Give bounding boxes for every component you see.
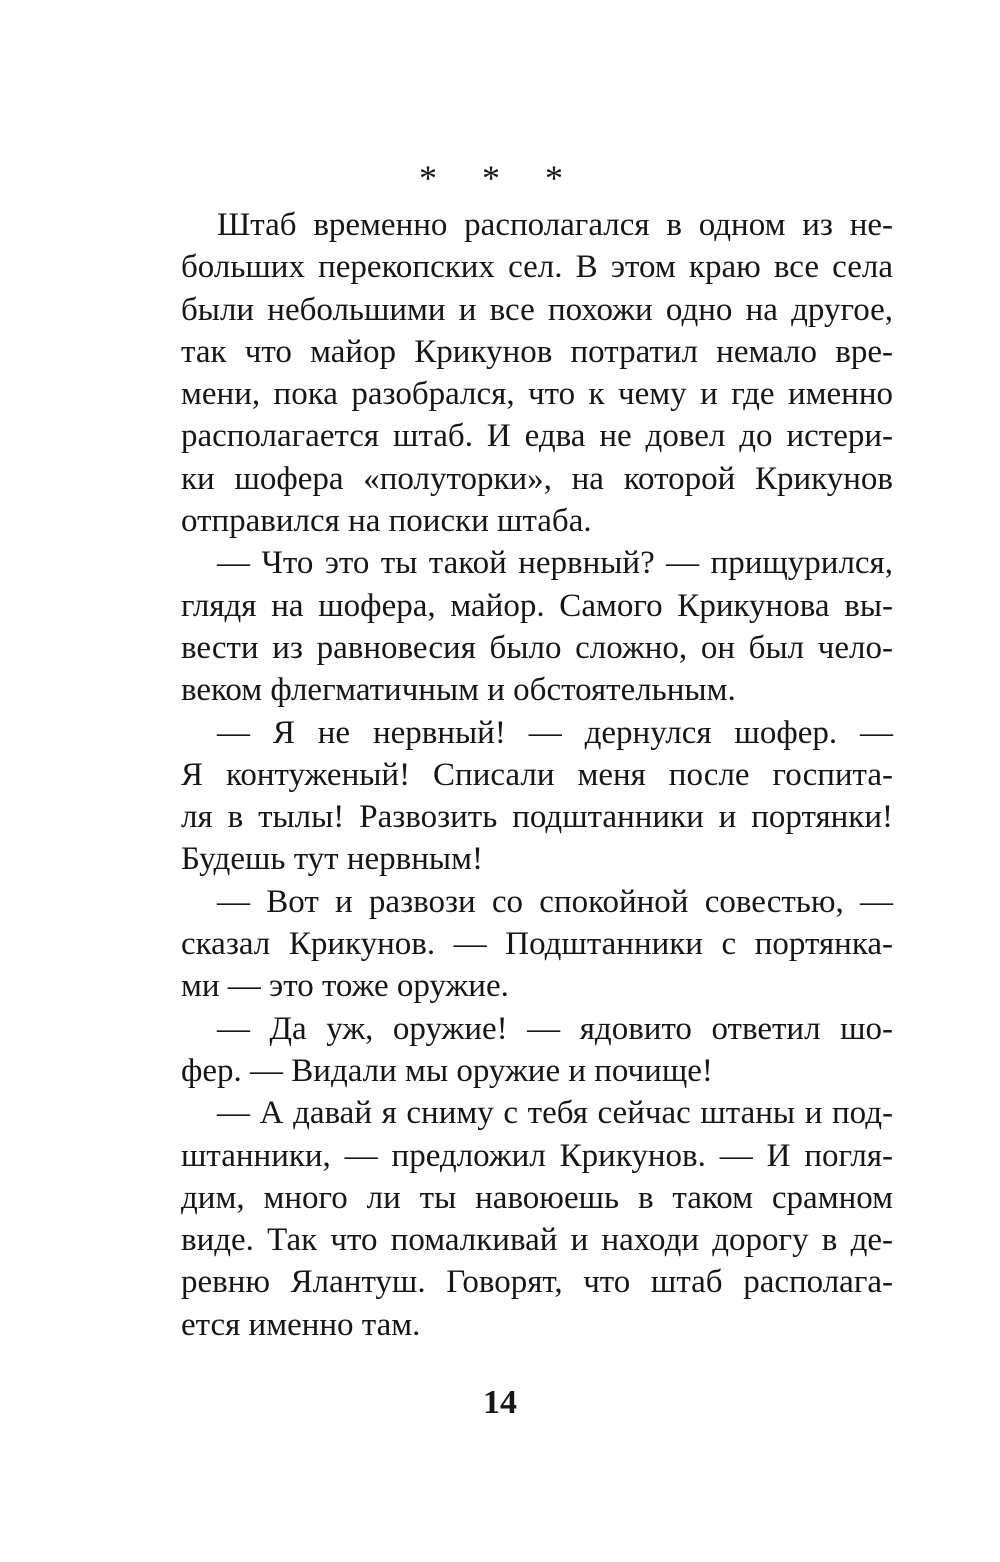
text-line: Будешь тут нервным!	[181, 841, 483, 878]
text-line: фер. — Видали мы оружие и почище!	[181, 1052, 713, 1089]
text-line: дим, много ли ты навоюешь в таком срамном	[181, 1179, 893, 1216]
section-separator: * * *	[419, 158, 581, 198]
text-line: Штаб временно располагался в одном из не-	[217, 207, 893, 243]
body-text	[181, 204, 893, 1346]
text-line: ля в тылы! Развозить подштанники и портянки!	[181, 799, 893, 836]
text-line: — Что это ты такой нервный? — прищурился,	[217, 545, 893, 582]
text-line: ется именно там.	[181, 1306, 421, 1343]
text-line: отправился на поиски штаба.	[181, 503, 592, 540]
text-line: вести из равновесия было сложно, он был чело-	[181, 629, 893, 666]
text-line: Я контуженый! Списали меня после госпита-	[181, 756, 893, 793]
text-line: больших перекопских сел. В этом краю все села	[181, 249, 893, 286]
text-line: — А давай я сниму с тебя сейчас штаны и под-	[217, 1095, 893, 1132]
text-line: веком флегматичным и обстоятельным.	[181, 672, 736, 709]
text-line: мени, пока разобрался, что к чему и где именно	[181, 376, 893, 413]
text-line: были небольшими и все похожи одно на другое,	[181, 291, 893, 328]
text-line: — Да уж, оружие! — ядовито ответил шо-	[217, 1010, 893, 1047]
page-number: 14	[483, 1384, 517, 1421]
text-line: так что майор Крикунов потратил немало вре-	[181, 333, 893, 370]
text-line: ревню Ялантуш. Говорят, что штаб располага-	[181, 1264, 893, 1301]
text-line: — Я не нервный! — дернулся шофер. —	[217, 714, 893, 751]
text-line: виде. Так что помалкивай и находи дорогу в де-	[181, 1222, 893, 1259]
text-line: сказал Крикунов. — Подштанники с портянка-	[181, 926, 893, 963]
text-line: ми — это тоже оружие.	[181, 968, 509, 1005]
text-line: — Вот и развози со спокойной совестью, —	[217, 883, 893, 920]
text-line: штанники, — предложил Крикунов. — И погля-	[181, 1137, 893, 1174]
text-line: располагается штаб. И едва не довел до истери-	[181, 418, 893, 455]
text-line: глядя на шофера, майор. Самого Крикунова вы-	[181, 587, 893, 624]
text-line: ки шофера «полуторки», на которой Крикунов	[181, 460, 893, 497]
